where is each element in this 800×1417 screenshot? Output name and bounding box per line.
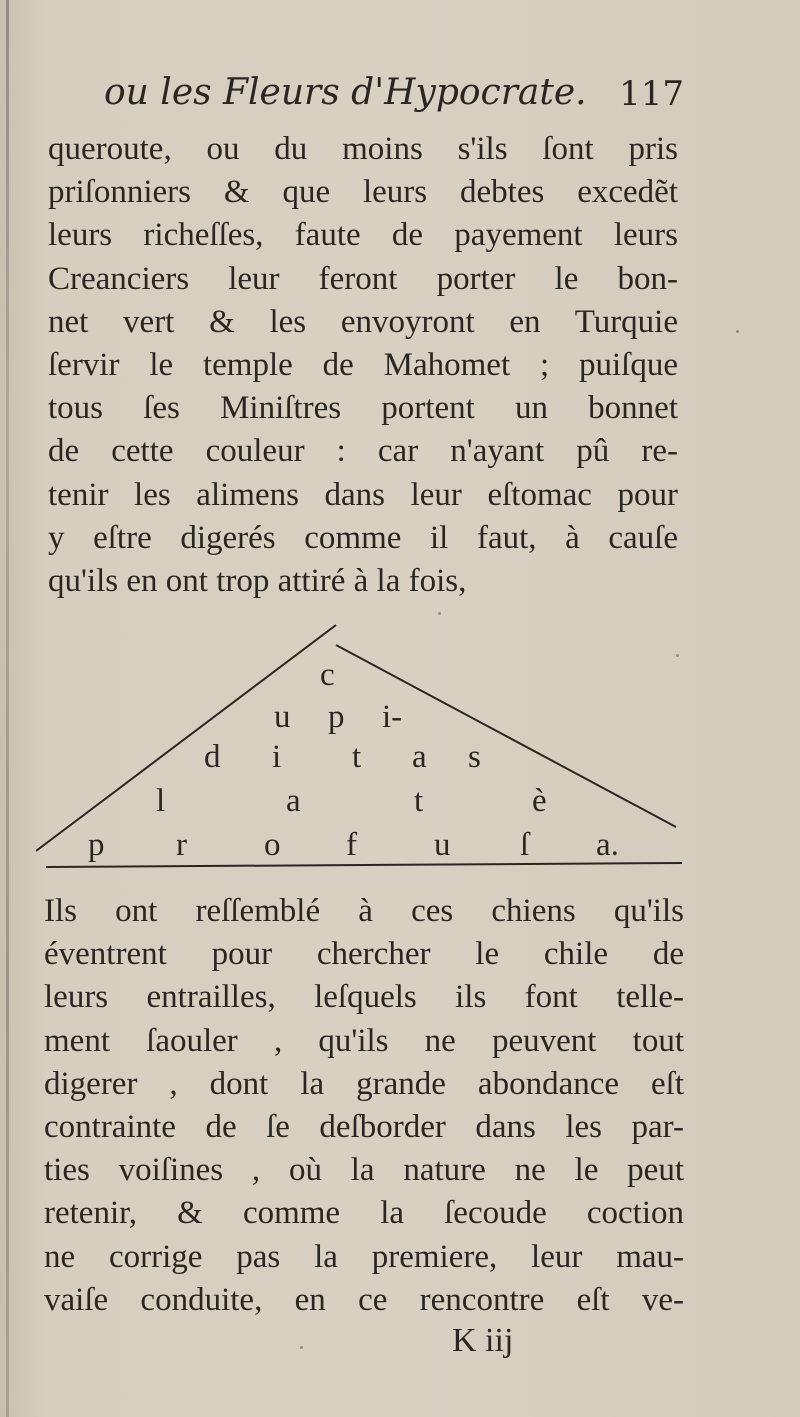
- running-title: ou les Fleurs d'Hypocrate.: [104, 72, 587, 113]
- diagram-letter: f: [346, 827, 357, 863]
- diagram-letter: i: [272, 739, 282, 775]
- diagram-letter: d: [204, 739, 221, 775]
- diagram-letter: r: [176, 827, 187, 863]
- paragraph-top: [48, 128, 678, 603]
- diagram-letter: p: [88, 827, 105, 863]
- text-line: ſervir le temple de Mahomet ; puiſque: [48, 346, 678, 383]
- text-line: ment ſaouler , qu'ils ne peuvent tout: [44, 1022, 684, 1059]
- text-line: qu'ils en ont trop attiré à la fois,: [48, 562, 467, 599]
- triangle-right-edge: [336, 645, 676, 827]
- text-line: tenir les alimens dans leur eſtomac pour: [48, 476, 678, 513]
- triangle-svg: [36, 615, 686, 875]
- text-line: net vert & les envoyront en Turquie: [48, 303, 678, 340]
- text-line: vaiſe conduite, en ce rencontre eſt ve-: [44, 1281, 684, 1318]
- signature-mark: K iij: [452, 1322, 514, 1359]
- text-line: priſonniers & que leurs debtes excedẽt: [48, 174, 678, 211]
- diagram-letter: l: [156, 783, 166, 819]
- text-line: de cette couleur : car n'ayant pû re-: [48, 433, 678, 470]
- paper-speck: [300, 1346, 303, 1349]
- text-line: tous ſes Miniſtres portent un bonnet: [48, 390, 678, 427]
- diagram-letter: ſ: [520, 827, 530, 863]
- diagram-letter: t: [414, 783, 424, 819]
- paper-speck: [676, 654, 679, 657]
- diagram-letter: a.: [596, 827, 619, 863]
- diagram-letter: o: [264, 827, 281, 863]
- text-line: ne corrige pas la premiere, leur mau-: [44, 1238, 684, 1275]
- text-line: Creanciers leur feront porter le bon-: [48, 260, 678, 297]
- text-line: digerer , dont la grande abondance eſt: [44, 1065, 684, 1102]
- diagram-letter: i-: [382, 699, 403, 735]
- running-header: [104, 72, 684, 128]
- diagram-letter: p: [328, 699, 345, 735]
- text-line: éventrent pour chercher le chile de: [44, 936, 684, 973]
- triangle-base: [46, 863, 682, 867]
- diagram-letter: t: [352, 739, 362, 775]
- paper-speck: [736, 330, 739, 333]
- text-line: retenir, & comme la ſecoude coction: [44, 1195, 684, 1232]
- diagram-letter: c: [320, 657, 335, 693]
- text-line: Ils ont reſſemblé à ces chiens qu'ils: [44, 893, 684, 929]
- text-line: ties voiſines , où la nature ne le peut: [44, 1152, 684, 1189]
- diagram-letter: a: [286, 783, 301, 819]
- paper-speck: [438, 612, 441, 615]
- text-line: contrainte de ſe deſborder dans les par-: [44, 1108, 684, 1145]
- diagram-letter: s: [468, 739, 481, 775]
- page-number: 117: [619, 74, 684, 114]
- triangle-diagram: [36, 615, 686, 875]
- binding-gutter: [6, 0, 9, 1417]
- text-line: queroute, ou du moins s'ils ſont pris: [48, 131, 678, 167]
- diagram-letter: è: [532, 783, 547, 819]
- text-line: y eſtre digerés comme il faut, à cauſe: [48, 519, 678, 556]
- diagram-letter: u: [274, 699, 291, 735]
- diagram-letter: u: [434, 827, 451, 863]
- diagram-letter: a: [412, 739, 427, 775]
- text-line: leurs richeſſes, faute de payement leurs: [48, 217, 678, 254]
- paragraph-bottom: [44, 890, 684, 1322]
- text-line: leurs entrailles, leſquels ils font telle-: [44, 979, 684, 1016]
